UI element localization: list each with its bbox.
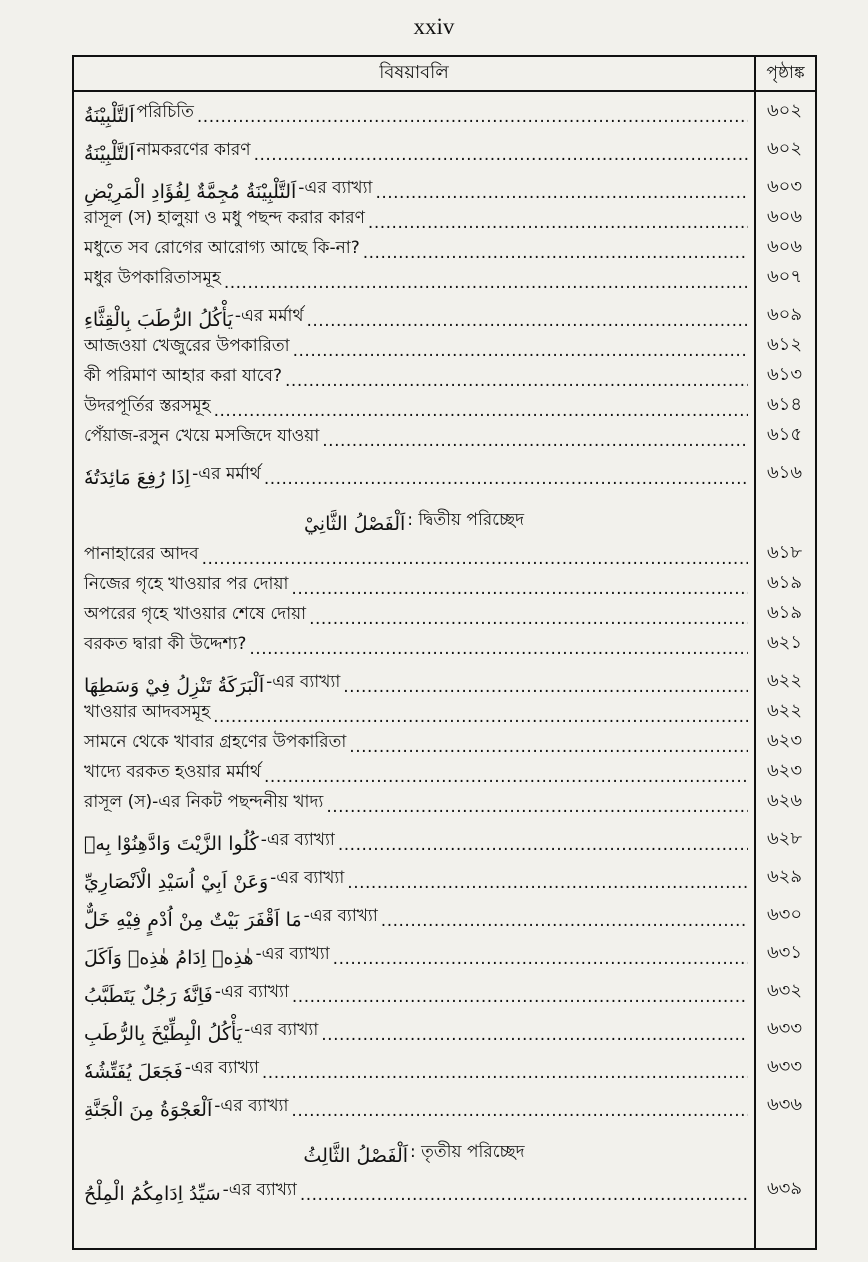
toc-entry [74, 335, 815, 365]
section-title: : তৃতীয় পরিচ্ছেদ [410, 1142, 525, 1162]
toc-entry-title [84, 1055, 748, 1083]
arabic-phrase: اَلْبَرَكَةُ تَنْزِلُ فِيْ وَسَطِهَا [84, 675, 265, 697]
toc-entry-title [84, 205, 748, 233]
toc-entry-title [84, 235, 748, 263]
toc-entry-text: পেঁয়াজ-রসুন খেয়ে মসজিদে যাওয়া [84, 426, 320, 446]
toc-entry-text: খাদ্যে বরকত হওয়ার মর্মার্থ [84, 762, 262, 782]
toc-entry-text: নিজের গৃহে খাওয়ার পর দোয়া [84, 574, 289, 594]
toc-entry-text: অপরের গৃহে খাওয়ার শেষে দোয়া [84, 604, 307, 624]
toc-entry-title [84, 423, 748, 451]
toc-entry-title [84, 979, 748, 1007]
toc-entry-text: -এর ব্যাখ্যা [270, 868, 345, 888]
toc-entry-text: কী পরিমাণ আহার করা যাবে? [84, 366, 283, 386]
arabic-phrase: اِذَا رُفِعَ مَائِدَتُهٗ [84, 467, 191, 489]
toc-entry [74, 859, 815, 897]
dot-leader [285, 371, 748, 391]
toc-entry [74, 91, 815, 131]
toc-entry-title [84, 827, 748, 855]
toc-entry-page: ৬১২ [766, 334, 803, 355]
dot-leader [291, 1101, 748, 1121]
dot-leader [307, 311, 749, 331]
toc-entry-text: -এর ব্যাখ্যা [260, 830, 335, 850]
toc-entry [74, 761, 815, 791]
dot-leader [249, 639, 748, 659]
toc-entry-page: ৬১৮ [766, 542, 803, 563]
dot-leader [292, 987, 748, 1007]
toc-entry-page: ৬২৬ [766, 790, 803, 811]
toc-entry-page: ৬৩৩ [766, 1056, 803, 1077]
toc-entry-text: -এর ব্যাখ্যা [244, 1020, 319, 1040]
dot-leader [363, 243, 748, 263]
toc-entry-title [84, 265, 748, 293]
arabic-phrase: مَا اَقْفَرَ بَيْتٌ مِنْ اُدْمٍ فِيْهِ خَلٌّ [84, 909, 302, 931]
toc-entry-page: ৬২২ [766, 700, 803, 721]
dot-leader [368, 213, 748, 233]
toc-entry-text: -এর ব্যাখ্যা [298, 178, 373, 198]
section-arabic: اَلْفَصْلُ الثَّالِثُ [303, 1145, 409, 1167]
toc-entry-page: ৬৩১ [766, 942, 803, 963]
toc-entry-title [84, 729, 748, 757]
toc-entry-page: ৬১৬ [766, 462, 803, 483]
toc-entry-page: ৬২৮ [766, 828, 803, 849]
toc-entry-title [84, 903, 748, 931]
toc-entry-title [84, 601, 748, 629]
arabic-phrase: كُلُوا الزَّيْتَ وَادَّهِنُوْا بِهٖ [84, 833, 259, 855]
dot-leader [326, 797, 748, 817]
toc-entry-title [84, 1093, 748, 1121]
toc-entry-title [84, 571, 748, 599]
toc-entry-page: ৬০৩ [766, 176, 803, 197]
arabic-phrase: سَيِّدُ اِدَامِكُمُ الْمِلْحُ [84, 1183, 221, 1205]
arabic-phrase: اَلتَّلْبِيْنَةُ [84, 143, 135, 165]
dot-leader [338, 835, 748, 855]
toc-entry-page: ৬১৯ [766, 602, 803, 623]
toc-entry-title [84, 631, 748, 659]
toc-entry-page: ৬১৫ [766, 424, 803, 445]
toc-entry-page: ৬২৯ [766, 866, 803, 887]
page-number: xxiv [413, 14, 455, 39]
arabic-phrase: فَاِنَّهٗ رَجُلٌ يَتَطَبَّبُ [84, 985, 213, 1007]
dot-leader [321, 1025, 748, 1045]
toc-entry-page: ৬৩৩ [766, 1018, 803, 1039]
toc-entry-text: পরিচিতি [136, 102, 194, 122]
toc-entry-page: ৬৩২ [766, 980, 803, 1001]
toc-entry [74, 455, 815, 493]
toc-entry-text: -এর ব্যাখ্যা [214, 1096, 289, 1116]
toc-entry-text: বরকত দ্বারা কী উদ্দেশ্য? [84, 634, 247, 654]
dot-leader [293, 341, 748, 361]
toc-entry-text: -এর ব্যাখ্যা [184, 1058, 259, 1078]
toc-entry-title [84, 669, 748, 697]
toc-entry-text: নামকরণের কারণ [136, 140, 251, 160]
toc-entry-title [84, 699, 748, 727]
toc-entry [74, 297, 815, 335]
toc-entry-text: খাওয়ার আদবসমূহ [84, 702, 211, 722]
section-heading [74, 497, 754, 535]
toc-entry [74, 1011, 815, 1049]
toc-entry [74, 237, 815, 267]
toc-entry-text: মধুর উপকারিতাসমূহ [84, 268, 221, 288]
toc-entry-title [84, 393, 748, 421]
toc-entry-text: রাসূল (স) হালুয়া ও মধু পছন্দ করার কারণ [84, 208, 365, 228]
toc-entry-text: সামনে থেকে খাবার গ্রহণের উপকারিতা [84, 732, 347, 752]
header-topics: বিষয়াবলি [379, 62, 449, 83]
arabic-phrase: وَعَنْ اَبِيْ اُسَيْدِ الْاَنْصَارِيِّ [84, 871, 269, 893]
toc-entry-page: ৬১৩ [766, 364, 803, 385]
toc-entry [74, 821, 815, 859]
dot-leader [333, 949, 748, 969]
table-of-contents [72, 55, 817, 1250]
dot-leader [264, 469, 748, 489]
dot-leader [381, 911, 748, 931]
dot-leader [224, 273, 748, 293]
toc-entry-page: ৬২১ [766, 632, 803, 653]
toc-entry-text: -এর ব্যাখ্যা [222, 1180, 297, 1200]
toc-entry-text: মধুতে সব রোগের আরোগ্য আছে কি-না? [84, 238, 360, 258]
toc-entry [74, 731, 815, 761]
toc-entry [74, 701, 815, 731]
dot-leader [264, 767, 748, 787]
toc-entry-title [84, 541, 748, 569]
toc-entry-page: ৬০৬ [766, 236, 803, 257]
toc-entry [74, 663, 815, 701]
toc-entry-title [84, 759, 748, 787]
toc-entry [74, 973, 815, 1011]
section-title: : দ্বিতীয় পরিচ্ছেদ [407, 510, 525, 530]
toc-entry [74, 935, 815, 973]
section-arabic: اَلْفَصْلُ الثَّانِيْ [303, 513, 406, 535]
toc-entry-title [84, 175, 748, 203]
toc-entry-title [84, 941, 748, 969]
toc-entry-page: ৬১৪ [766, 394, 803, 415]
toc-entry [74, 207, 815, 237]
toc-entry-text: পানাহারের আদব [84, 544, 199, 564]
toc-entry-page: ৬৩৬ [766, 1094, 803, 1115]
toc-entry-text: -এর ব্যাখ্যা [266, 672, 341, 692]
arabic-phrase: فَجَعَلَ يُفَتِّشُهٗ [84, 1061, 183, 1083]
toc-entry [74, 1087, 815, 1125]
toc-entry-text: রাসূল (স)-এর নিকট পছন্দনীয় খাদ্য [84, 792, 324, 812]
arabic-phrase: اَلْعَجْوَةُ مِنَ الْجَنَّةِ [84, 1099, 213, 1121]
toc-entry-title [84, 461, 748, 489]
toc-entry [74, 169, 815, 207]
toc-entry-page: ৬১৯ [766, 572, 803, 593]
toc-entry-title [84, 333, 748, 361]
toc-entry [74, 425, 815, 455]
toc-entry-title [84, 1177, 748, 1205]
toc-entry [74, 603, 815, 633]
dot-leader [349, 737, 748, 757]
arabic-phrase: يَأْكُلُ الرُّطَبَ بِالْقِثَّاءِ [84, 309, 233, 331]
toc-entry [74, 365, 815, 395]
toc-entry-title [84, 789, 748, 817]
toc-entry-title [84, 1017, 748, 1045]
toc-entry-text: -এর মর্মার্থ [234, 306, 304, 326]
table-header [74, 57, 815, 92]
toc-entry-page: ৬০৭ [766, 266, 803, 287]
toc-entry-page: ৬২৩ [766, 760, 803, 781]
dot-leader [322, 431, 748, 451]
dot-leader [254, 145, 748, 165]
toc-entry [74, 131, 815, 169]
toc-entry-title [84, 99, 748, 127]
dot-leader [202, 549, 748, 569]
dot-leader [309, 609, 748, 629]
header-page: পৃষ্ঠাঙ্ক [766, 62, 805, 83]
dot-leader [197, 107, 748, 127]
toc-entry-page: ৬০৯ [766, 304, 803, 325]
arabic-phrase: يَأْكُلُ الْبِطِّيْخَ بِالرُّطَبِ [84, 1023, 243, 1045]
dot-leader [300, 1185, 748, 1205]
toc-entry [74, 395, 815, 425]
arabic-phrase: اَلتَّلْبِيْنَةُ [84, 105, 135, 127]
toc-entry [74, 791, 815, 821]
dot-leader [291, 579, 748, 599]
dot-leader [214, 401, 748, 421]
toc-entry-text: উদরপূর্তির স্তরসমূহ [84, 396, 211, 416]
toc-entry-text: -এর ব্যাখ্যা [303, 906, 378, 926]
toc-entry-text: -এর ব্যাখ্যা [255, 944, 330, 964]
section-heading [74, 1129, 754, 1167]
toc-entry-text: -এর ব্যাখ্যা [214, 982, 289, 1002]
toc-entry-page: ৬৩০ [766, 904, 803, 925]
toc-entry-page: ৬০২ [766, 100, 803, 121]
toc-entry [74, 897, 815, 935]
toc-entry-text: আজওয়া খেজুরের উপকারিতা [84, 336, 290, 356]
toc-entry-page: ৬২৩ [766, 730, 803, 751]
toc-entry [74, 543, 815, 573]
toc-entry-title [84, 363, 748, 391]
toc-entry-title [84, 865, 748, 893]
toc-entry [74, 267, 815, 297]
toc-entry [74, 1169, 815, 1209]
toc-entry-page: ৬২২ [766, 670, 803, 691]
toc-entry-page: ৬০২ [766, 138, 803, 159]
arabic-phrase: اَلتَّلْبِيْنَةُ مُجِمَّةٌ لِفُؤَادِ الْمَرِيْضِ [84, 181, 297, 203]
toc-entry-title [84, 303, 748, 331]
toc-entry-text: -এর মর্মার্থ [192, 464, 261, 484]
toc-entry-title [84, 137, 748, 165]
dot-leader [213, 707, 748, 727]
toc-entry-page: ৬৩৯ [766, 1178, 803, 1199]
dot-leader [343, 677, 748, 697]
dot-leader [347, 873, 748, 893]
dot-leader [262, 1063, 748, 1083]
dot-leader [375, 183, 748, 203]
toc-entry [74, 633, 815, 663]
toc-entry [74, 573, 815, 603]
arabic-phrase: هٰذِهٖ اِدَامُ هٰذِهٖ وَاَكَلَ [84, 947, 254, 969]
toc-entry-page: ৬০৬ [766, 206, 803, 227]
toc-entry [74, 1049, 815, 1087]
